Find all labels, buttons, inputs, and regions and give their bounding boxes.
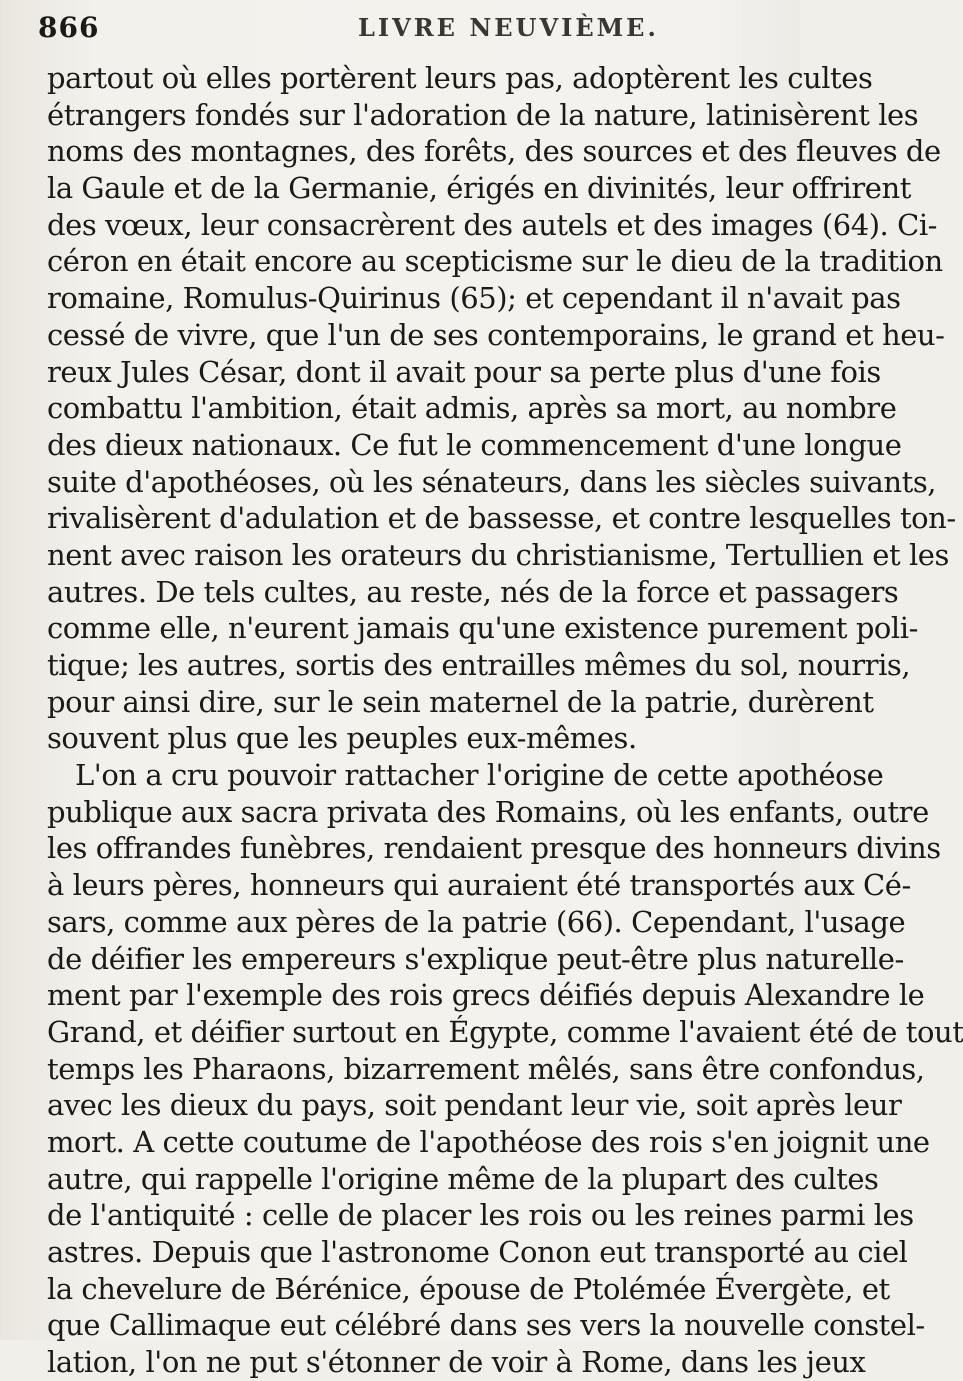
text-line: reux Jules César, dont il avait pour sa perte plus d'une fois bbox=[47, 354, 881, 389]
text-line: romaine, Romulus-Quirinus (65); et cependant il n'avait pas bbox=[47, 281, 901, 316]
text-line: sars, comme aux pères de la patrie (66). Cependant, l'usage bbox=[47, 904, 906, 939]
text-line: la Gaule et de la Germanie, érigés en divinités, leur offrirent bbox=[47, 171, 911, 206]
text-line: étrangers fondés sur l'adoration de la nature, latinisèrent les bbox=[47, 97, 919, 132]
paragraph-start-line: L'on a cru pouvoir rattacher l'origine de cette apothéose bbox=[75, 758, 884, 793]
body-text bbox=[47, 60, 963, 1381]
text-line: autre, qui rappelle l'origine même de la plupart des cultes bbox=[47, 1161, 879, 1196]
text-line: autres. De tels cultes, au reste, nés de la force et passagers bbox=[47, 574, 899, 609]
text-line: que Callimaque eut célébré dans ses vers la nouvelle constel- bbox=[47, 1308, 925, 1343]
text-line: suite d'apothéoses, où les sénateurs, dans les siècles suivants, bbox=[47, 464, 937, 499]
text-line: de déifier les empereurs s'explique peut-être plus naturelle- bbox=[47, 941, 904, 976]
text-line: Grand, et déifier surtout en Égypte, comme l'avaient été de tout bbox=[47, 1014, 963, 1049]
paragraph-end-line: souvent plus que les peuples eux-mêmes. bbox=[47, 721, 637, 756]
text-line: tique; les autres, sortis des entrailles mêmes du sol, nourris, bbox=[47, 648, 911, 682]
text-line: à leurs pères, honneurs qui auraient été transportés aux Cé- bbox=[47, 868, 911, 903]
text-line: temps les Pharaons, bizarrement mêlés, sans être confondus, bbox=[47, 1051, 925, 1086]
text-line: des vœux, leur consacrèrent des autels et des images (64). Ci- bbox=[47, 207, 938, 242]
page-number: 866 bbox=[38, 11, 100, 44]
text-line: la chevelure de Bérénice, épouse de Ptolémée Évergète, et bbox=[47, 1271, 890, 1306]
text-line: mort. A cette coutume de l'apothéose des rois s'en joignit une bbox=[47, 1124, 930, 1159]
text-line: des dieux nationaux. Ce fut le commencement d'une longue bbox=[47, 427, 902, 462]
text-line: publique aux sacra privata des Romains, où les enfants, outre bbox=[47, 794, 929, 829]
text-line: lation, l'on ne put s'étonner de voir à Rome, dans les jeux bbox=[47, 1345, 866, 1380]
text-line: de l'antiquité : celle de placer les rois ou les reines parmi les bbox=[47, 1198, 914, 1233]
text-line: cessé de vivre, que l'un de ses contemporains, le grand et heu- bbox=[47, 317, 945, 352]
page-header bbox=[38, 8, 760, 48]
text-line: nent avec raison les orateurs du christianisme, Tertullien et les bbox=[47, 537, 949, 572]
running-head: LIVRE NEUVIÈME. bbox=[358, 13, 659, 42]
text-line: ment par l'exemple des rois grecs déifiés depuis Alexandre le bbox=[47, 978, 925, 1013]
text-line: rivalisèrent d'adulation et de bassesse, et contre lesquelles ton- bbox=[47, 501, 956, 536]
text-line: avec les dieux du pays, soit pendant leur vie, soit après leur bbox=[47, 1088, 902, 1123]
text-line: partout où elles portèrent leurs pas, adoptèrent les cultes bbox=[47, 61, 873, 95]
text-line: comme elle, n'eurent jamais qu'une existence purement poli- bbox=[47, 611, 918, 646]
text-line: noms des montagnes, des forêts, des sources et des fleuves de bbox=[47, 134, 941, 169]
text-line: astres. Depuis que l'astronome Conon eut transporté au ciel bbox=[47, 1235, 908, 1269]
text-line: les offrandes funèbres, rendaient presque des honneurs divins bbox=[47, 831, 941, 866]
text-line: pour ainsi dire, sur le sein maternel de la patrie, durèrent bbox=[47, 684, 874, 719]
text-line: combattu l'ambition, était admis, après sa mort, au nombre bbox=[47, 391, 897, 426]
text-line: céron en était encore au scepticisme sur le dieu de la tradition bbox=[47, 244, 943, 279]
